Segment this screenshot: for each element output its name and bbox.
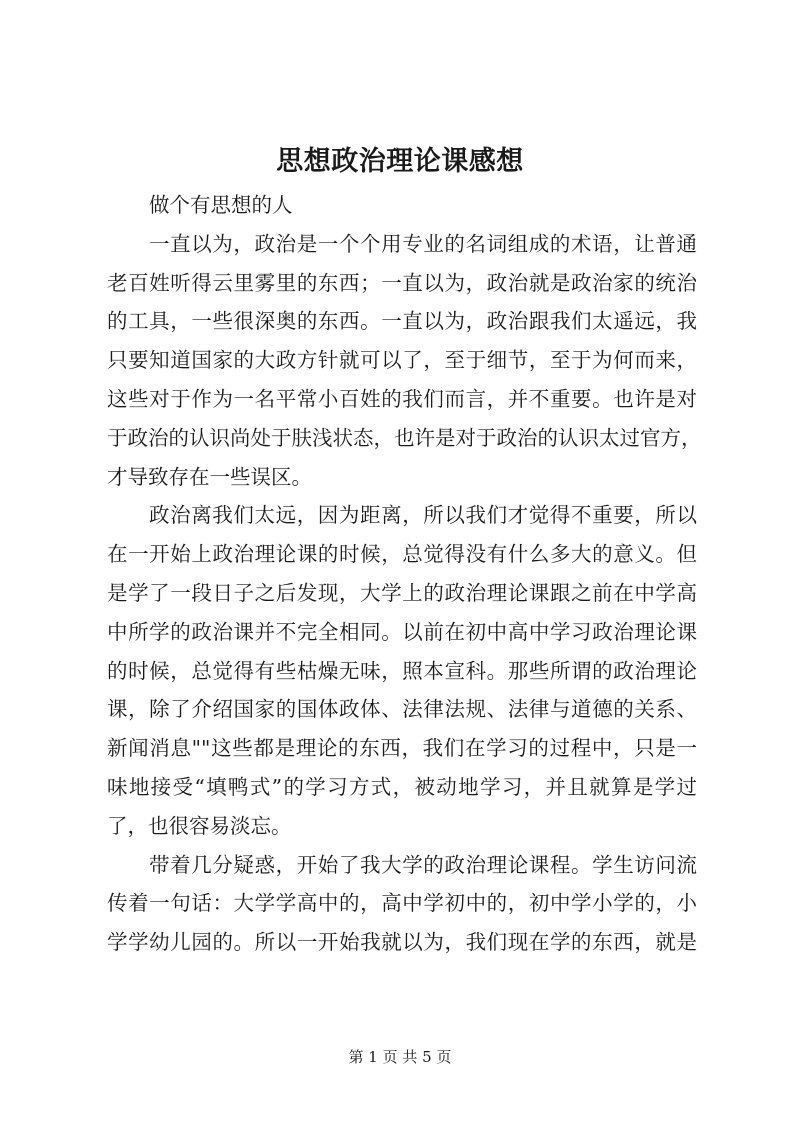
paragraph-1-line: 才导致存在一些误区。: [107, 464, 312, 489]
paragraph-2-line: 味地接受“填鸭式”的学习方式，被动地学习，并且就算是学过: [107, 774, 697, 799]
document-body: [107, 186, 702, 962]
paragraph-1-line: 老百姓听得云里雾里的东西；一直以为，政治就是政治家的统治: [107, 270, 697, 295]
paragraph-1-line: 只要知道国家的大政方针就可以了，至于细节，至于为何而来，: [107, 348, 697, 373]
paragraph-2-line: 的时候，总觉得有些枯燥无味，照本宣科。那些所谓的政治理论: [107, 658, 697, 683]
page-number-footer: 第 1 页 共 5 页: [348, 1048, 452, 1066]
paragraph-2-line: 新闻消息""这些都是理论的东西，我们在学习的过程中，只是一: [107, 736, 697, 761]
paragraph-2-line: 中所学的政治课并不完全相同。以前在初中高中学习政治理论课: [107, 619, 697, 644]
paragraph-2-line: 了，也很容易淡忘。: [107, 813, 292, 838]
paragraph-1-line: 于政治的认识尚处于肤浅状态，也许是对于政治的认识太过官方，: [107, 425, 702, 450]
paragraph-2-line: 政治离我们太远，因为距离，所以我们才觉得不重要，所以: [149, 503, 697, 528]
document-title: 思想政治理论课感想: [276, 146, 524, 177]
paragraph-2-line: 在一开始上政治理论课的时候，总觉得没有什么多大的意义。但: [107, 542, 697, 567]
paragraph-3-line: 学学幼儿园的。所以一开始我就以为，我们现在学的东西，就是: [107, 930, 697, 955]
paragraph-2-line: 是学了一段日子之后发现，大学上的政治理论课跟之前在中学高: [107, 580, 697, 605]
paragraph-1-line: 一直以为，政治是一个个用专业的名词组成的术语，让普通: [149, 231, 697, 256]
paragraph-2-line: 课，除了介绍国家的国体政体、法律法规、法律与道德的关系、: [107, 697, 697, 722]
subtitle-line: 做个有思想的人: [149, 193, 293, 217]
paragraph-3-line: 传着一句话：大学学高中的，高中学初中的，初中学小学的，小: [107, 891, 697, 916]
paragraph-1-line: 这些对于作为一名平常小百姓的我们而言，并不重要。也许是对: [107, 386, 697, 411]
paragraph-1-line: 的工具，一些很深奥的东西。一直以为，政治跟我们太遥远，我: [107, 309, 697, 334]
paragraph-3-line: 带着几分疑惑，开始了我大学的政治理论课程。学生访问流: [149, 852, 697, 877]
